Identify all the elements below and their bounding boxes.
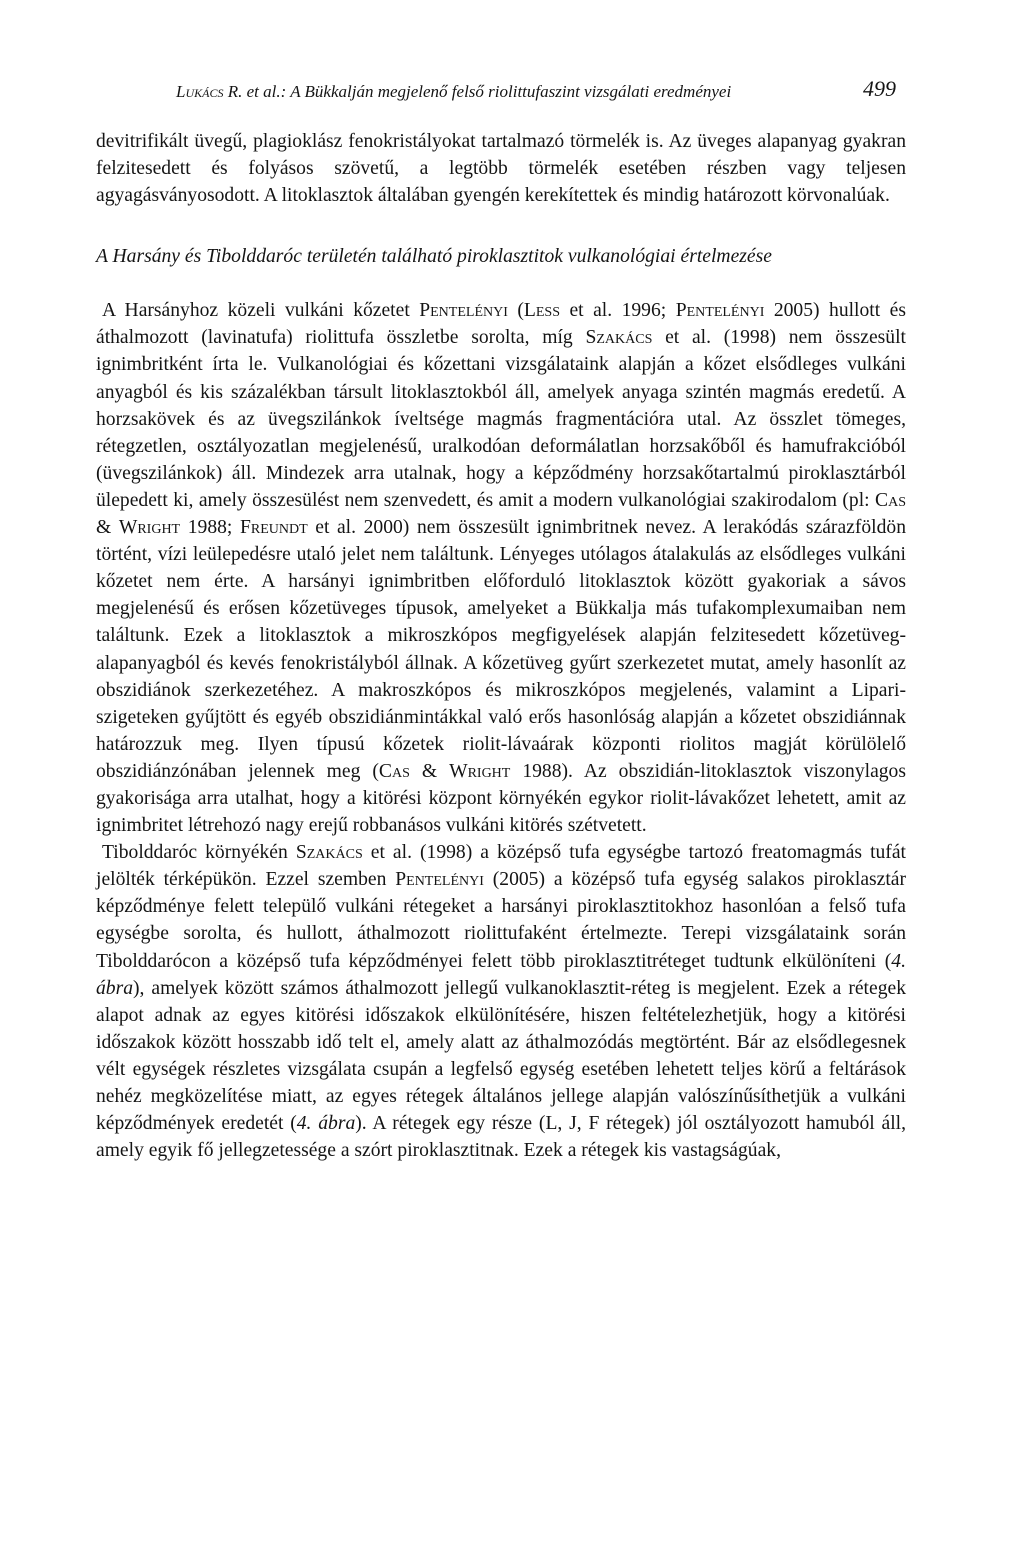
citation-author: Szakács — [295, 842, 363, 864]
citation-author: Cas — [875, 489, 906, 511]
header-author-suffix: et al.: — [242, 82, 291, 101]
text-run: ), amelyek között számos áthalmozott jellegű vulkanoklasztit-réteg is megjelent. Ezek a rétegek alapot adnak az egyes kitörési időszakok elkülönítésére, hiszen feltételezhetjük, hogy a kitörési időszakok között hosszabb idő telt el, amely alatt az áthalmozódás megtörtént. Bár az elsődlegesnek vélt egységek részletes vizsgálata csupán a legfelső egység esetében lehetett teljes körű a feltárások nehéz megközelítése miatt, az egyes rétegek általános jellege alapján valószínűsíthetjük a vulkáni képződmények eredetét ( — [96, 977, 906, 1135]
text-run: & — [409, 760, 450, 782]
text-run: 2005) hullott és áthalmozott (lavinatufa) riolittufa összletbe sorolta, míg — [96, 300, 906, 349]
citation-author: Cas — [378, 760, 410, 782]
citation-author: Freundt — [239, 517, 308, 539]
text-run: ). A rétegek egy része (L, J, F rétegek) jól osztályozott hamuból áll, amely egyik fő jellegzetessége a szórt piroklasztitnak. Ezek a rétegek kis vastagságúak, — [96, 1113, 906, 1162]
citation-author: Wright — [118, 517, 181, 539]
figure-reference: 4. ábra — [296, 1113, 356, 1135]
text-run: 1988). Az obszidián-litoklasztok viszonylagos gyakorisága arra utalhat, hogy a kitörési központ környékén egykor riolit-lávakőzet lehetett, amit az ignimbritet létrehozó nagy erejű robbanásos vulkáni kitörés szétvetett. — [96, 760, 906, 837]
running-header — [96, 70, 906, 110]
citation-author: Pentelényi — [395, 869, 484, 891]
running-header-text — [176, 82, 731, 102]
text-run: et al. (1998) nem összesült ignimbritként írta le. Vulkanológiai és kőzettani vizsgálataink alapján a kőzet elsődleges vulkáni anyagból és kis százalékban társult litoklasztokból áll, amelyek anyaga szintén magmás eredetű. A horzsakövek és az üvegszilánkok íveltsége magmás fragmentációra utal. Az összlet tömeges, rétegzetlen, osztályozatlan megjelenésű, uralkodóan deformálatlan horzsakőből és hamufrakcióból (üvegszilánkok) áll. Mindezek arra utalnak, hogy a képződmény horzsakőtartalmú piroklasztárból ülepedett ki, amely összesülést nem szenvedett, és amit a modern vulkanológiai szakirodalom (pl: — [96, 327, 906, 511]
citation-author: Pentelényi — [419, 300, 508, 322]
citation-author: Pentelényi — [675, 300, 765, 322]
paragraph-harsany — [96, 297, 906, 839]
section-heading: A Harsány és Tibolddaróc területén található piroklasztitok vulkanológiai értelmezése — [96, 246, 772, 268]
text-run: & — [96, 517, 119, 539]
paragraph-tibolddaroc — [96, 839, 906, 1164]
text-run: (2005) a középső tufa egység salakos piroklasztár képződménye felett települő vulkáni rétegeket a harsányi piroklasztitokhoz hasonlóan a felső tufa egységbe sorolta, és hullott, áthalmozott riolittufaként értelmezte. Terepi vizsgálataink során Tibolddarócon a középső tufa képződményei felett több piroklasztitréteget tudtunk elkülöníteni ( — [96, 869, 907, 972]
citation-author: Wright — [449, 760, 511, 782]
text-run: A Harsányhoz közeli vulkáni kőzetet — [102, 300, 420, 322]
document-page — [96, 70, 906, 1164]
text-run: 1988; — [180, 517, 240, 539]
citation-author: Less — [523, 300, 560, 322]
page-number: 499 — [863, 76, 896, 101]
text-run: ( — [507, 300, 524, 322]
paragraph-continued: devitrifikált üvegű, plagioklász fenokristályokat tartalmazó törmelék is. Az üveges alapanyag gyakran felzitesedett és folyásos szövetű, a legtöbb törmelék esetében részben vagy teljesen agyagásványosodott. A litoklasztok általában gyengén kerekítettek és mindig határozott körvonalúak. — [96, 131, 906, 207]
text-run: et al. (1998) a középső tufa egységbe tartozó freatomagmás tufát jelölték térképükön. Ezzel szemben — [96, 842, 906, 891]
header-author: Lukács R. — [176, 82, 243, 101]
figure-reference: 4. ábra — [96, 950, 906, 999]
text-run: et al. 1996; — [559, 300, 676, 322]
text-run: Tibolddaróc környékén — [102, 842, 296, 864]
text-run: et al. 2000) nem összesült ignimbritnek nevez. A lerakódás szárazföldön történt, vízi leülepedésre utaló jelet nem találtunk. Lényeges utólagos átalakulás az elsődleges vulkáni kőzetet nem érte. A harsányi ignimbritben előforduló litoklasztok között gyakoriak a sávos megjelenésű és erősen kőzetüveges típusok, amelyeket a Bükkalja más tufakomplexumaiban nem találtunk. Ezek a litoklasztok a mikroszkópos megfigyelések alapján felzitesedett kőzetüveg-alapanyagból és kevés fenokristályból állnak. A kőzetüveg gyűrt szerkezetet mutat, amely hasonlít az obszidiánok szerkezetéhez. A makroszkópos és mikroszkópos megjelenés, valamint a Lipari-szigeteken gyűjtött és egyéb obszidiánmintákkal való erős hasonlóság alapján a kőzetet obszidiánnak határozzuk meg. Ilyen típusú kőzetek riolit-lávaárak központi riolitos magját körülölelő obszidiánzónában jelennek meg ( — [96, 517, 906, 782]
citation-author: Szakács — [585, 327, 653, 349]
header-title: A Bükkalján megjelenő felső riolittufaszint vizsgálati eredményei — [290, 82, 732, 101]
